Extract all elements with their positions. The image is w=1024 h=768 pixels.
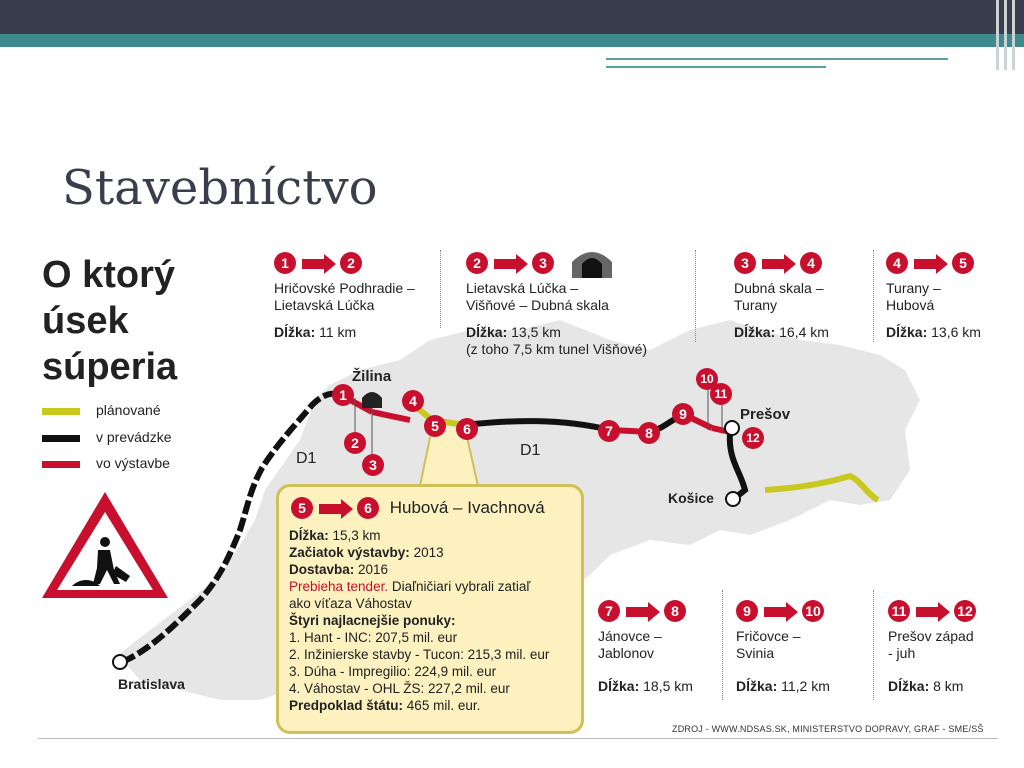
legend-swatch (42, 408, 80, 415)
section-to-badge: 5 (952, 252, 974, 274)
legend-item-construction: vo výstavbe (42, 455, 170, 471)
featured-offers-title: Štyri najlacnejšie ponuky: (289, 613, 456, 628)
section-7-8 (598, 600, 693, 695)
map-point-10: 10 (696, 368, 718, 390)
featured-finish: Dostavba: 2016 (289, 562, 389, 577)
featured-section-box (276, 484, 584, 734)
bratislava-marker (113, 655, 127, 669)
city-label-zilina: Žilina (352, 368, 392, 385)
kosice-marker (726, 492, 740, 506)
presov-marker (725, 421, 739, 435)
section-name: Prešov západ (888, 628, 974, 644)
section-name: Višňové – Dubná skala (466, 297, 609, 313)
featured-header (291, 497, 545, 519)
arrow-right-icon (319, 504, 343, 514)
offer-item: 2. Inžinierske stavby - Tucon: 215,3 mil. eur (289, 647, 550, 662)
city-label-presov: Prešov (740, 406, 791, 423)
section-2-3 (466, 252, 647, 358)
road-label-d1-west: D1 (296, 450, 317, 467)
legend-item-operation: v prevádzke (42, 429, 171, 445)
featured-length: Dĺžka: 15,3 km (289, 528, 381, 543)
section-4-5 (886, 252, 981, 341)
featured-start: Začiatok výstavby: 2013 (289, 545, 444, 560)
arrow-right-icon (914, 259, 938, 269)
infographic-heading: O ktorý úsek súperia (42, 254, 178, 388)
city-label-bratislava: Bratislava (118, 676, 185, 692)
arrow-right-icon (302, 259, 326, 269)
section-length: Dĺžka: 16,4 km (734, 324, 829, 340)
offer-item: 3. Dúha - Impregilio: 224,9 mil. eur (289, 664, 497, 679)
section-from-badge: 9 (736, 600, 758, 622)
section-1-2 (274, 252, 415, 341)
featured-tender-winner: ako víťaza Váhostav (289, 596, 412, 611)
map-point-7: 7 (598, 420, 620, 442)
featured-name: Hubová – Ivachnová (389, 498, 545, 517)
section-length: Dĺžka: 13,5 km (466, 324, 561, 340)
section-3-4 (734, 252, 829, 341)
section-to-badge: 10 (802, 600, 824, 622)
legend-swatch (42, 435, 80, 442)
source-note: ZDROJ - WWW.NDSAS.SK, MINISTERSTVO DOPRAVY, GRAF - SME/SŠ (672, 724, 984, 734)
arrow-right-icon (764, 607, 788, 617)
section-name: Jánovce – (598, 628, 662, 644)
featured-to-badge: 6 (357, 497, 379, 519)
map-point-11: 11 (710, 383, 732, 405)
section-from-badge: 11 (888, 600, 910, 622)
section-name: Lietavská Lúčka – (466, 280, 579, 296)
section-name: Svinia (736, 645, 775, 661)
section-name: Jablonov (598, 645, 655, 661)
section-name: - juh (888, 645, 916, 661)
section-length: Dĺžka: 18,5 km (598, 678, 693, 694)
featured-tender: Prebieha tender. Diaľničiari vybrali zatiaľ (289, 579, 531, 594)
section-to-badge: 3 (532, 252, 554, 274)
section-9-10 (736, 600, 830, 695)
section-name: Dubná skala – (734, 280, 824, 296)
section-11-12 (888, 600, 976, 695)
section-from-badge: 4 (886, 252, 908, 274)
divider (440, 250, 441, 328)
divider (873, 590, 874, 700)
map-point-8: 8 (638, 422, 660, 444)
offer-item: 4. Váhostav - OHL ŽS: 227,2 mil. eur (289, 681, 510, 696)
section-length: Dĺžka: 11,2 km (736, 678, 830, 694)
offer-item: 1. Hant - INC: 207,5 mil. eur (289, 630, 458, 645)
section-to-badge: 4 (800, 252, 822, 274)
arrow-right-icon (916, 607, 940, 617)
map-point-6: 6 (456, 418, 478, 440)
divider (722, 590, 723, 700)
map-point-1: 1 (332, 384, 354, 406)
legend-swatch (42, 461, 80, 468)
arrow-right-icon (494, 259, 518, 269)
section-length: Dĺžka: 8 km (888, 678, 964, 694)
map-point-9: 9 (672, 403, 694, 425)
section-to-badge: 8 (664, 600, 686, 622)
divider (695, 250, 696, 342)
road-label-d1-east: D1 (520, 442, 541, 459)
section-note: (z toho 7,5 km tunel Višňové) (466, 341, 648, 357)
section-name: Turany – (886, 280, 941, 296)
legend-item-planned: plánované (42, 402, 161, 418)
section-from-badge: 2 (466, 252, 488, 274)
arrow-right-icon (626, 607, 650, 617)
map-point-2: 2 (344, 432, 366, 454)
map-point-5: 5 (424, 415, 446, 437)
section-name: Turany (734, 297, 778, 313)
section-name: Hubová (886, 297, 935, 313)
map-point-3: 3 (362, 454, 384, 476)
section-name: Fričovce – (736, 628, 801, 644)
featured-from-badge: 5 (291, 497, 313, 519)
section-to-badge: 12 (954, 600, 976, 622)
section-name: Hričovské Podhradie – (274, 280, 415, 296)
city-label-kosice: Košice (668, 490, 714, 506)
section-from-badge: 7 (598, 600, 620, 622)
map-point-12: 12 (742, 427, 764, 449)
section-to-badge: 2 (340, 252, 362, 274)
section-name: Lietavská Lúčka (274, 297, 375, 313)
map-point-4: 4 (402, 390, 424, 412)
section-from-badge: 1 (274, 252, 296, 274)
featured-details (289, 527, 549, 714)
arrow-right-icon (762, 259, 786, 269)
featured-estimate: Predpoklad štátu: 465 mil. eur. (289, 698, 481, 713)
bottom-rule (38, 738, 998, 739)
section-from-badge: 3 (734, 252, 756, 274)
section-length: Dĺžka: 13,6 km (886, 324, 981, 340)
section-length: Dĺžka: 11 km (274, 324, 357, 340)
slide-title: Stavebníctvo (62, 160, 378, 216)
divider (873, 250, 874, 342)
road-works-sign-icon (42, 492, 168, 598)
